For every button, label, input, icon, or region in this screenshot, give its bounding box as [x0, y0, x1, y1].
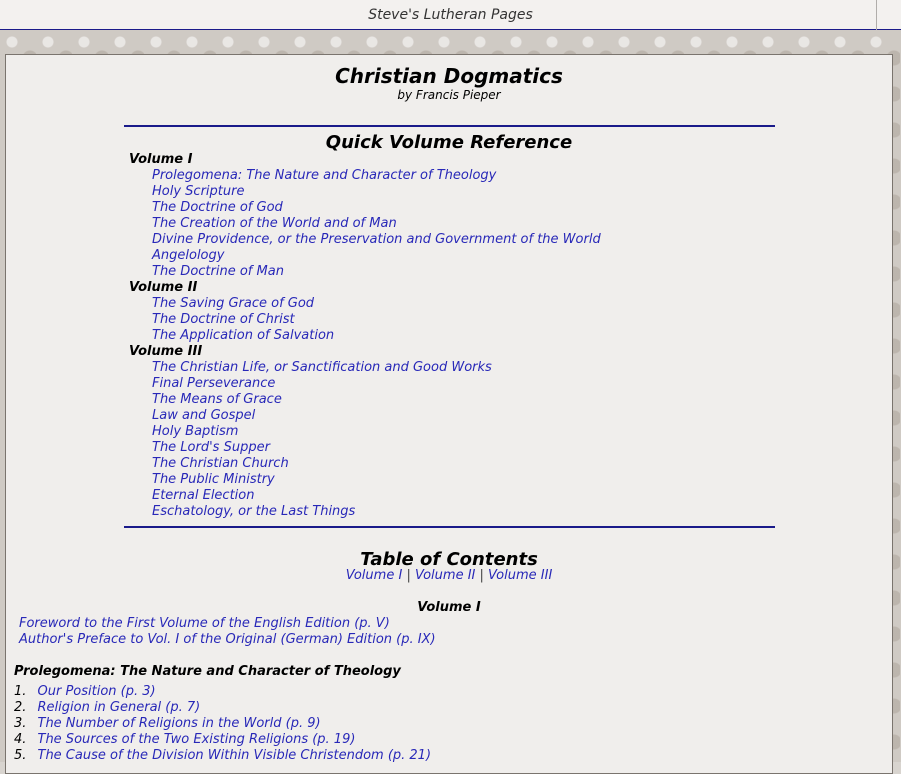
qr-link-saving-grace[interactable]: The Saving Grace of God	[152, 296, 315, 311]
site-header-bar	[0, 0, 901, 30]
toc-section-title: Prolegomena: The Nature and Character of Theology	[14, 664, 401, 679]
toc-chapter-link[interactable]: Religion in General (p. 7)	[37, 700, 201, 715]
qr-link-eschatology[interactable]: Eschatology, or the Last Things	[152, 504, 356, 519]
qr-link-christian-life[interactable]: The Christian Life, or Sanctification and Good Works	[152, 360, 492, 375]
qr-link-law-and-gospel[interactable]: Law and Gospel	[152, 408, 256, 423]
qr-link-doctrine-of-christ[interactable]: The Doctrine of Christ	[152, 312, 295, 327]
qr-link-christian-church[interactable]: The Christian Church	[152, 456, 289, 471]
qr-link-application-of-salvation[interactable]: The Application of Salvation	[152, 328, 335, 343]
toc-heading: Table of Contents	[360, 549, 538, 570]
qr-link-creation[interactable]: The Creation of the World and of Man	[152, 216, 397, 231]
qr-link-divine-providence[interactable]: Divine Providence, or the Preservation and Government of the World	[152, 232, 601, 247]
toc-chapter-number: 5.	[14, 748, 27, 763]
qr-link-final-perseverance[interactable]: Final Perseverance	[152, 376, 276, 391]
site-title: Steve's Lutheran Pages	[368, 7, 533, 23]
toc-chapter-number: 2.	[14, 700, 27, 715]
toc-link-volume-2[interactable]: Volume II	[414, 568, 476, 583]
toc-chapter-link[interactable]: The Cause of the Division Within Visible Christendom (p. 21)	[37, 748, 432, 763]
toc-link-volume-1[interactable]: Volume I	[345, 568, 403, 583]
toc-chapter-link[interactable]: The Sources of the Two Existing Religions (p. 19)	[37, 732, 356, 747]
toc-link-authors-preface[interactable]: Author's Preface to Vol. I of the Original (German) Edition (p. IX)	[19, 632, 436, 647]
toc-chapter-row	[14, 744, 431, 763]
qr-link-doctrine-of-god[interactable]: The Doctrine of God	[152, 200, 283, 215]
toc-volume-heading: Volume I	[417, 600, 481, 615]
header-divider	[876, 0, 877, 30]
quick-reference-heading: Quick Volume Reference	[325, 132, 573, 153]
qr-link-holy-scripture[interactable]: Holy Scripture	[152, 184, 245, 199]
toc-volume-links	[6, 568, 892, 583]
toc-chapter-link[interactable]: Our Position (p. 3)	[37, 684, 156, 699]
qr-volume-1-label: Volume I	[129, 152, 193, 167]
toc-chapter-number: 3.	[14, 716, 27, 731]
toc-chapter-number: 4.	[14, 732, 27, 747]
qr-link-lords-supper[interactable]: The Lord's Supper	[152, 440, 270, 455]
bottom-divider	[124, 526, 775, 528]
qr-link-means-of-grace[interactable]: The Means of Grace	[152, 392, 282, 407]
qr-volume-3-label: Volume III	[129, 344, 203, 359]
qr-link-doctrine-of-man[interactable]: The Doctrine of Man	[152, 264, 284, 279]
qr-link-holy-baptism[interactable]: Holy Baptism	[152, 424, 239, 439]
toc-separator-2: |	[479, 568, 484, 583]
toc-separator-1: |	[406, 568, 411, 583]
author-byline: by Francis Pieper	[397, 88, 501, 102]
top-divider	[124, 125, 775, 127]
qr-volume-2-label: Volume II	[129, 280, 198, 295]
toc-chapter-link[interactable]: The Number of Religions in the World (p. 9)	[37, 716, 321, 731]
toc-link-foreword[interactable]: Foreword to the First Volume of the English Edition (p. V)	[19, 616, 390, 631]
qr-link-prolegomena[interactable]: Prolegomena: The Nature and Character of Theology	[152, 168, 497, 183]
qr-link-eternal-election[interactable]: Eternal Election	[152, 488, 255, 503]
toc-chapter-number: 1.	[14, 684, 27, 699]
qr-link-public-ministry[interactable]: The Public Ministry	[152, 472, 275, 487]
page-title: Christian Dogmatics	[335, 64, 563, 88]
qr-link-angelology[interactable]: Angelology	[152, 248, 225, 263]
toc-link-volume-3[interactable]: Volume III	[488, 568, 553, 583]
main-content-panel	[5, 54, 893, 774]
